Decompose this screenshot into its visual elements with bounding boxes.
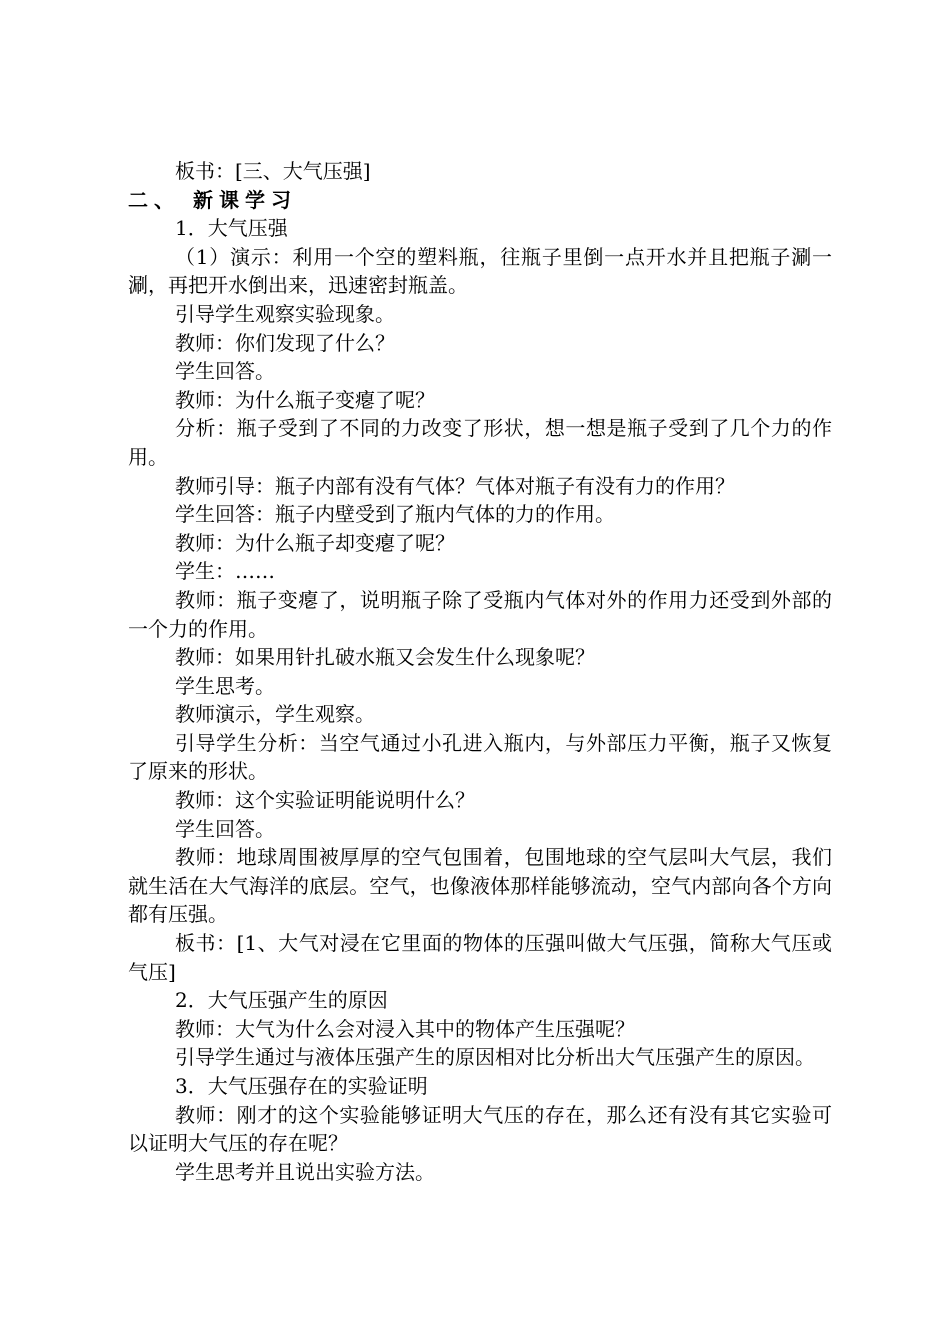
board-note: 板书：[三、大气压强] (175, 159, 371, 183)
subsection-title: 2．大气压强产生的原因 (175, 988, 388, 1013)
paragraph: 教师：为什么瓶子变瘪了呢？ (175, 387, 435, 412)
paragraph: 教师：瓶子变瘪了，说明瓶子除了受瓶内气体对外的作用力还受到外部的一个力的作用。 (128, 587, 832, 641)
subsection-title: 1．大气压强 (175, 216, 288, 241)
paragraph: 教师演示，学生观察。 (175, 702, 375, 727)
paragraph: 教师：如果用针扎破水瓶又会发生什么现象呢？ (175, 645, 595, 670)
paragraph: 教师：为什么瓶子却变瘪了呢？ (175, 530, 455, 555)
paragraph: 学生回答。 (175, 359, 275, 384)
section-heading: 二、 新课学习 (128, 187, 297, 212)
board-note: 板书：[1、大气对浸在它里面的物体的压强叫做大气压强，简称大气压或气压] (128, 931, 832, 984)
paragraph: （1）演示：利用一个空的塑料瓶，往瓶子里倒一点开水并且把瓶子涮一涮，再把开水倒出来，迅速密封瓶盖。 (128, 244, 832, 298)
document-page (128, 157, 832, 1186)
paragraph: 学生回答。 (175, 816, 275, 841)
paragraph: 引导学生分析：当空气通过小孔进入瓶内，与外部压力平衡，瓶子又恢复了原来的形状。 (128, 730, 832, 784)
paragraph: 引导学生观察实验现象。 (175, 301, 395, 326)
paragraph: 教师：大气为什么会对浸入其中的物体产生压强呢？ (175, 1016, 635, 1041)
paragraph: 分析：瓶子受到了不同的力改变了形状，想一想是瓶子受到了几个力的作用。 (128, 416, 832, 469)
subsection-title: 3．大气压强存在的实验证明 (175, 1074, 428, 1098)
paragraph: 学生思考并且说出实验方法。 (175, 1159, 435, 1184)
paragraph: 引导学生通过与液体压强产生的原因相对比分析出大气压强产生的原因。 (175, 1045, 815, 1070)
paragraph: 教师：刚才的这个实验能够证明大气压的存在，那么还有没有其它实验可以证明大气压的存在呢？ (128, 1102, 832, 1156)
paragraph: 教师：这个实验证明能说明什么？ (175, 788, 475, 813)
paragraph: 教师引导：瓶子内部有没有气体？气体对瓶子有没有力的作用？ (175, 473, 735, 498)
paragraph: 教师：地球周围被厚厚的空气包围着，包围地球的空气层叫大气层，我们就生活在大气海洋的底层。空气，也像液体那样能够流动，空气内部向各个方向都有压强。 (128, 845, 832, 927)
paragraph: 学生回答：瓶子内壁受到了瓶内气体的力的作用。 (175, 502, 615, 527)
paragraph: 学生：…… (175, 559, 275, 584)
paragraph: 教师：你们发现了什么？ (175, 330, 395, 355)
paragraph: 学生思考。 (175, 673, 275, 698)
